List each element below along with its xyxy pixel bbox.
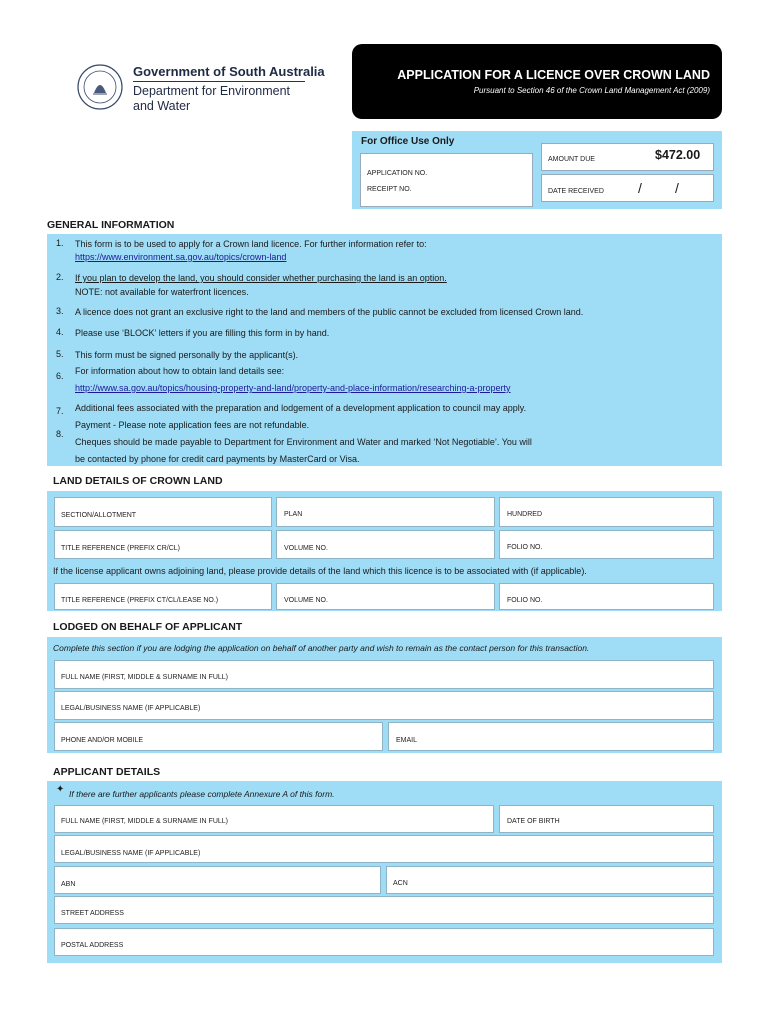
lodged-behalf-note: Complete this section if you are lodging the application on behalf of another party and wish to remain as the contact person for this transaction. xyxy=(53,643,590,653)
pin-icon: ✦ xyxy=(56,784,65,795)
item-number: 8. xyxy=(56,429,64,439)
lodger-legal-name-label: LEGAL/BUSINESS NAME (IF APPLICABLE) xyxy=(61,705,201,712)
general-item-text: This form must be signed personally by the applicant(s). xyxy=(75,350,299,360)
street-address-label: STREET ADDRESS xyxy=(61,910,124,917)
abn-field[interactable] xyxy=(54,866,381,894)
dept-name xyxy=(133,84,290,114)
general-item-text: This form is to be used to apply for a Crown land licence. For further information refer to: xyxy=(75,239,427,249)
adjoining-title-reference-label: TITLE REFERENCE (PREFIX CT/CL/LEASE NO.) xyxy=(61,597,219,604)
dept-line1: Department for Environment xyxy=(133,84,291,98)
general-item-text: For information about how to obtain land details see: xyxy=(75,366,285,376)
item-number: 2. xyxy=(56,272,64,282)
application-no-label: APPLICATION NO. xyxy=(367,170,428,177)
receipt-no-label: RECEIPT NO. xyxy=(367,186,412,193)
item-number: 4. xyxy=(56,327,64,337)
abn-label: ABN xyxy=(61,881,76,888)
general-info-heading: GENERAL INFORMATION xyxy=(47,219,175,231)
dept-line2: and Water xyxy=(133,99,191,113)
general-item-text: be contacted by phone for credit card payments by MasterCard or Visa. xyxy=(75,454,360,464)
crown-land-link[interactable]: https://www.environment.sa.gov.au/topics/crown-land xyxy=(75,252,287,262)
general-item-text: Payment - Please note application fees are not refundable. xyxy=(75,420,310,430)
applicant-legal-name-label: LEGAL/BUSINESS NAME (IF APPLICABLE) xyxy=(61,850,201,857)
adjoining-volume-label: VOLUME NO. xyxy=(284,597,328,604)
general-item-text: Please use ‘BLOCK’ letters if you are filling this form in by hand. xyxy=(75,328,330,338)
acn-field[interactable] xyxy=(386,866,714,894)
date-of-birth-label: DATE OF BIRTH xyxy=(507,818,560,825)
adjoining-land-note: If the license applicant owns adjoining land, please provide details of the land which this licence is to be associated with (if applicable). xyxy=(53,566,587,576)
general-item-text: If you plan to develop the land, you should consider whether purchasing the land is an option. xyxy=(75,273,447,283)
date-separator: / xyxy=(675,180,679,196)
land-details-link[interactable]: http://www.sa.gov.au/topics/housing-property-and-land/property-and-place-information/researching-a-property xyxy=(75,383,511,393)
general-item-text: Cheques should be made payable to Department for Environment and Water and marked ‘Not Negotiable’. You will xyxy=(75,437,532,447)
item-number: 6. xyxy=(56,371,64,381)
land-details-heading: LAND DETAILS OF CROWN LAND xyxy=(53,475,223,487)
gov-name: Government of South Australia xyxy=(133,64,325,79)
plan-label: PLAN xyxy=(284,511,303,518)
lodged-behalf-heading: LODGED ON BEHALF OF APPLICANT xyxy=(53,621,243,633)
lodger-email-field[interactable] xyxy=(388,722,714,751)
title-reference-label: TITLE REFERENCE (PREFIX CR/CL) xyxy=(61,545,181,552)
hundred-label: HUNDRED xyxy=(507,511,542,518)
applicant-full-name-label: FULL NAME (FIRST, MIDDLE & SURNAME IN FULL) xyxy=(61,818,228,825)
acn-label: ACN xyxy=(393,880,408,887)
adjoining-folio-label: FOLIO NO. xyxy=(507,597,543,604)
lodger-full-name-label: FULL NAME (FIRST, MIDDLE & SURNAME IN FULL) xyxy=(61,674,228,681)
postal-address-label: POSTAL ADDRESS xyxy=(61,942,124,949)
amount-due-label: AMOUNT DUE xyxy=(548,156,595,163)
date-separator: / xyxy=(638,180,642,196)
section-allotment-label: SECTION/ALLOTMENT xyxy=(61,512,137,519)
form-subtitle: Pursuant to Section 46 of the Crown Land Management Act (2009) xyxy=(473,86,710,95)
plan-field[interactable] xyxy=(276,497,495,527)
general-item-note: NOTE: not available for waterfront licences. xyxy=(75,287,249,297)
folio-label: FOLIO NO. xyxy=(507,544,543,551)
item-number: 7. xyxy=(56,406,64,416)
general-item-text: Additional fees associated with the preparation and lodgement of a development application to council may apply. xyxy=(75,403,527,413)
form-title: APPLICATION FOR A LICENCE OVER CROWN LAND xyxy=(397,68,710,82)
item-number: 1. xyxy=(56,238,64,248)
government-seal-logo xyxy=(76,63,124,111)
office-numbers-box xyxy=(360,153,533,207)
applicant-note: If there are further applicants please complete Annexure A of this form. xyxy=(69,789,335,799)
general-item-text: A licence does not grant an exclusive right to the land and members of the public cannot be excluded from licensed Crown land. xyxy=(75,307,584,317)
gov-divider xyxy=(133,81,305,82)
applicant-legal-name-field[interactable] xyxy=(54,835,714,863)
street-address-field[interactable] xyxy=(54,896,714,924)
lodger-email-label: EMAIL xyxy=(396,737,418,744)
amount-due-value: $472.00 xyxy=(655,148,701,162)
item-number: 5. xyxy=(56,349,64,359)
office-use-label: For Office Use Only xyxy=(361,136,455,147)
date-received-label: DATE RECEIVED xyxy=(548,188,604,195)
item-number: 3. xyxy=(56,306,64,316)
volume-label: VOLUME NO. xyxy=(284,545,328,552)
lodger-phone-label: PHONE AND/OR MOBILE xyxy=(61,737,144,744)
applicant-details-heading: APPLICANT DETAILS xyxy=(53,766,161,778)
postal-address-field[interactable] xyxy=(54,928,714,956)
